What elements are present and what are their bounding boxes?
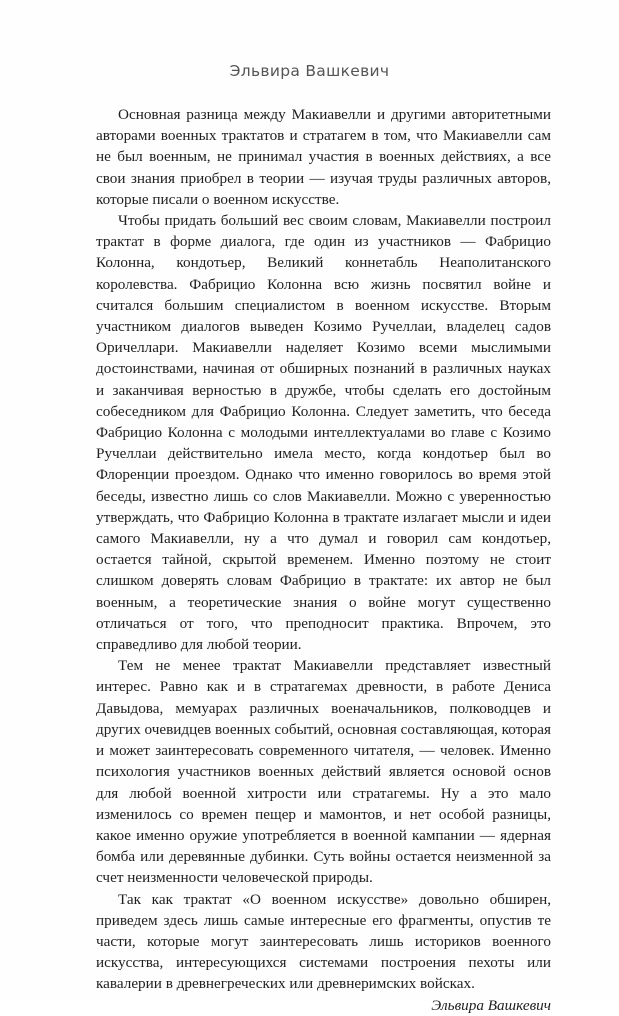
paragraph-4: Так как трактат «О военном искусстве» довольно обширен, приведем здесь лишь самые интересные его фрагменты, опустив те части, которые могут заинтересовать лишь историков военного искусства, интересующихся системами построения пехоты или кавалерии в древнегреческих или древнеримских войсках. [96, 890, 551, 993]
main-text [96, 104, 551, 1016]
running-head: Эльвира Вашкевич [229, 62, 390, 80]
paragraph-3: Тем не менее трактат Макиавелли представляет известный интерес. Равно как и в стратагемах древности, в работе Дениса Давыдова, мемуарах различных военачальников, полководцев и других очевидцев военных событий, основная составляющая, которая и может заинтересовать современного читателя, — человек. Именно психология участников военных действий является основой основ для любой военной хитрости или стратагемы. Ну а это мало изменилось со времен пещер и мамонтов, и нет особой разницы, какое именно оружие употребляется в военной кампании — ядерная бомба или деревянные дубинки. Суть войны остается неизменной за счет неизменности человеческой природы. [96, 657, 551, 887]
paragraph-2: Чтобы придать больший вес своим словам, Макиавелли построил трактат в форме диалога, где один из участников — Фабрицио Колонна, кондотьер, Великий коннетабль Неаполитанского королевства. Фабрицио Колонна всю жизнь посвятил войне и считался большим специалистом в военном искусстве. Вторым участником диалогов выведен Козимо Ручеллаи, владелец садов Оричеллари. Макиавелли наделяет Козимо всеми мыслимыми достоинствами, начиная от обширных познаний в различных науках и заканчивая верностью в дружбе, чтобы сделать его достойным собеседником для Фабрицио Колонна. Следует заметить, что беседа Фабрицио Колонна с молодыми интеллектуалами во главе с Козимо Ручеллаи действительно имела место, когда кондотьер был во Флоренции проездом. Однако что именно говорилось во время этой беседы, известно лишь со слов Макиавелли. Можно с уверенностью утверждать, что Фабрицио Колонна в трактате излагает мысли и идеи самого Макиавелли, ну а что думал и говорил сам кондотьер, остается тайной, скрытой временем. Именно поэтому не стоит слишком доверять словам Фабрицио в трактате: их автор не был военным, а теоретические знания о войне могут существенно отличаться от того, что преподносит практика. Впрочем, это справедливо для любой теории. [96, 212, 551, 654]
author-signature: Эльвира Вашкевич [431, 996, 551, 1014]
paragraph-1: Основная разница между Макиавелли и другими авторитетными авторами военных трактатов и стратагем в том, что Макиавелли сам не был военным, не принимал участия в военных действиях, а все свои знания приобрел в теории — изучая труды различных авторов, которые писали о военном искусстве. [96, 106, 551, 208]
